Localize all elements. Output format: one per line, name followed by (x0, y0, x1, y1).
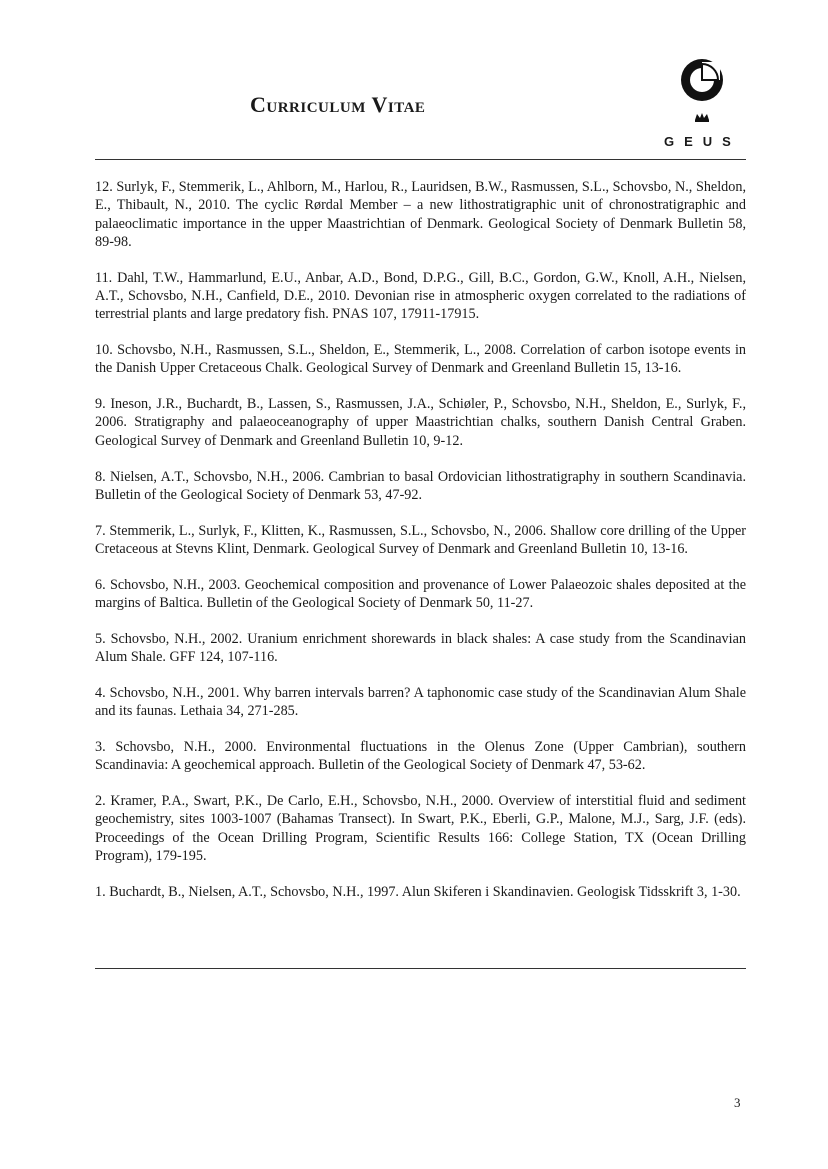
logo-text: GEUS (664, 134, 741, 149)
publication-item: 10. Schovsbo, N.H., Rasmussen, S.L., Sheldon, E., Stemmerik, L., 2008. Correlation of carbon isotope events in the Danish Upper Cretaceous Chalk. Geological Survey of Denmark and Greenland Bulletin 15, 13-16. (95, 342, 746, 377)
publication-item: 6. Schovsbo, N.H., 2003. Geochemical composition and provenance of Lower Palaeozoic shales deposited at the margins of Baltica. Bulletin of the Geological Society of Denmark 50, 11-27. (95, 576, 746, 612)
publication-list (95, 178, 746, 919)
footer-divider (95, 968, 746, 969)
page-title: Curriculum Vitae (250, 92, 426, 117)
publication-item: 9. Ineson, J.R., Buchardt, B., Lassen, S., Rasmussen, J.A., Schiøler, P., Schovsbo, N.H., Sheldon, E., Surlyk, F., 2006. Stratigraphy and palaeoceanography of upper Maastrichtian chalks, southern Danish Central Graben. Geological Survey of Denmark and Greenland Bulletin 10, 9-12. (95, 396, 746, 449)
publication-item: 1. Buchardt, B., Nielsen, A.T., Schovsbo, N.H., 1997. Alun Skiferen i Skandinavien. Geologisk Tidsskrift 3, 1-30. (95, 883, 741, 900)
page-number: 3 (734, 1095, 741, 1110)
publication-item: 5. Schovsbo, N.H., 2002. Uranium enrichment shorewards in black shales: A case study from the Scandinavian Alum Shale. GFF 124, 107-116. (95, 630, 746, 666)
publication-item: 2. Kramer, P.A., Swart, P.K., De Carlo, E.H., Schovsbo, N.H., 2000. Overview of interstitial fluid and sediment geochemistry, sites 1003-1007 (Bahamas Transect). In Swart, P.K., Eberli, G.P., Malone, M.J., Sarg, J.F. (eds). Proceedings of the Ocean Drilling Program, Scientific Results 166: College Station, TX (Ocean Drilling Program), 179-195. (95, 793, 746, 865)
publication-item: 3. Schovsbo, N.H., 2000. Environmental fluctuations in the Olenus Zone (Upper Cambrian), southern Scandinavia: A geochemical approach. Bulletin of the Geological Society of Denmark 47, 53-62. (95, 739, 746, 774)
publication-item: 8. Nielsen, A.T., Schovsbo, N.H., 2006. Cambrian to basal Ordovician lithostratigraphy in southern Scandinavia. Bulletin of the Geological Society of Denmark 53, 47-92. (95, 468, 746, 503)
publication-item: 7. Stemmerik, L., Surlyk, F., Klitten, K., Rasmussen, S.L., Schovsbo, N., 2006. Shallow core drilling of the Upper Cretaceous at Stevns Klint, Denmark. Geological Survey of Denmark and Greenland Bulletin 10, 13-16. (95, 522, 746, 557)
publication-item: 12. Surlyk, F., Stemmerik, L., Ahlborn, M., Harlou, R., Lauridsen, B.W., Rasmussen, S.L., Schovsbo, N., Sheldon, E., Thibault, N., 2010. The cyclic Rørdal Member – a new lithostratigraphic unit of chronostratigraphic and palaeoclimatic importance in the upper Maastrichtian of Denmark. Geological Society of Denmark Bulletin 58, 89-98. (95, 179, 746, 250)
publication-item: 11. Dahl, T.W., Hammarlund, E.U., Anbar, A.D., Bond, D.P.G., Gill, B.C., Gordon, G.W., Knoll, A.H., Nielsen, A.T., Schovsbo, N.H., Canfield, D.E., 2010. Devonian rise in atmospheric oxygen correlated to the radiations of terrestrial plants and large predatory fish. PNAS 107, 17911-17915. (95, 269, 746, 323)
header-divider (95, 159, 746, 160)
publication-item: 4. Schovsbo, N.H., 2001. Why barren intervals barren? A taphonomic case study of the Scandinavian Alum Shale and its faunas. Lethaia 34, 271-285. (95, 684, 746, 720)
